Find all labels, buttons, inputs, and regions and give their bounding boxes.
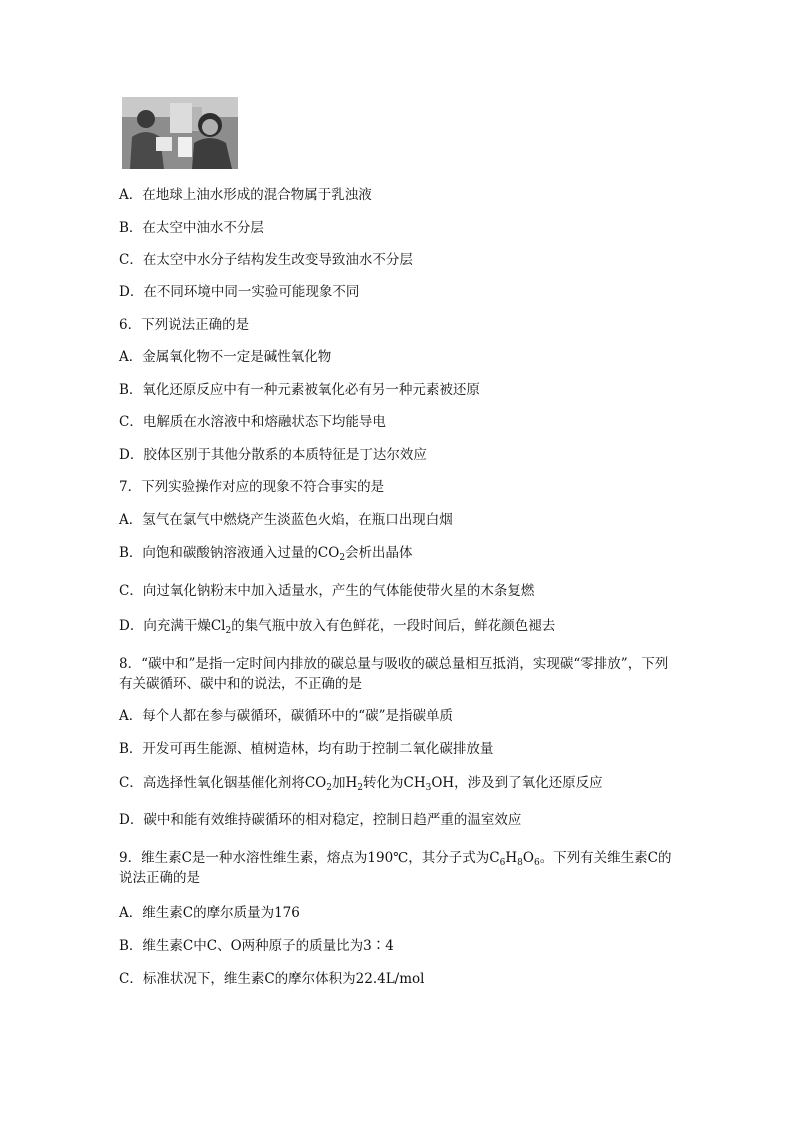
text-segment: 。下列有关维生素C的说法正确的是 — [119, 850, 672, 886]
text-segment: B．开发可再生能源、植树造林，均有助于控制二氧化碳排放量 — [119, 741, 494, 757]
line-5A — [119, 186, 372, 204]
subscript: 6 — [533, 858, 540, 868]
text-segment: D．向充满干燥Cl — [119, 618, 226, 634]
line-9A — [119, 904, 300, 922]
line-7B — [119, 544, 413, 562]
text-segment: 6．下列说法正确的是 — [119, 317, 250, 333]
text-segment: O — [522, 850, 534, 866]
line-6A — [119, 348, 331, 366]
text-segment: H — [505, 850, 518, 866]
line-8D — [119, 811, 521, 829]
line-9B — [119, 937, 394, 955]
line-7D — [119, 617, 555, 635]
text-segment: C．电解质在水溶液中和熔融状态下均能导电 — [119, 414, 386, 430]
text-segment: 加H — [331, 775, 358, 791]
text-segment: C．高选择性氧化铟基催化剂将CO — [119, 775, 327, 791]
subscript: 3 — [425, 783, 432, 793]
line-5C — [119, 251, 413, 269]
line-q9 — [119, 848, 679, 888]
text-segment: B．氧化还原反应中有一种元素被氧化必有另一种元素被还原 — [119, 382, 480, 398]
text-segment: C．标准状况下，维生素C的摩尔体积为22.4L/mol — [119, 971, 425, 987]
text-segment: B．向饱和碳酸钠溶液通入过量的CO — [119, 545, 340, 561]
subscript: 6 — [499, 858, 506, 868]
astronaut-photo — [122, 97, 238, 169]
line-6D — [119, 446, 427, 464]
subscript: 2 — [339, 553, 346, 563]
text-segment: C．在太空中水分子结构发生改变导致油水不分层 — [119, 252, 413, 268]
subscript: 8 — [517, 858, 523, 868]
line-6B — [119, 381, 480, 399]
subscript: 2 — [357, 783, 363, 793]
text-segment: 9．维生素C是一种水溶性维生素，熔点为190℃，其分子式为C — [119, 850, 500, 866]
line-7A — [119, 511, 453, 529]
line-6C — [119, 413, 386, 431]
text-segment: C．向过氧化钠粉末中加入适量水，产生的气体能使带火星的木条复燃 — [119, 583, 535, 599]
text-segment: A．金属氧化物不一定是碱性氧化物 — [119, 349, 332, 365]
line-9C — [119, 970, 424, 988]
subscript: 2 — [326, 783, 332, 793]
line-5D — [119, 283, 359, 301]
text-segment: D．胶体区别于其他分散系的本质特征是丁达尔效应 — [119, 447, 427, 463]
text-segment: B．在太空中油水不分层 — [119, 220, 264, 236]
text-segment: 转化为CH — [362, 775, 426, 791]
text-segment: OH，涉及到了氧化还原反应 — [431, 775, 603, 791]
text-segment: A．每个人都在参与碳循环，碳循环中的“碳”是指碳单质 — [119, 708, 454, 724]
text-segment: D．碳中和能有效维持碳循环的相对稳定，控制日趋严重的温室效应 — [119, 812, 522, 828]
line-8B — [119, 740, 493, 758]
text-segment: A．在地球上油水形成的混合物属于乳浊液 — [119, 187, 372, 203]
subscript: 2 — [225, 626, 232, 636]
text-segment: A．维生素C的摩尔质量为176 — [119, 905, 300, 921]
line-8A — [119, 707, 453, 725]
text-segment: 7．下列实验操作对应的现象不符合事实的是 — [119, 479, 385, 495]
line-q7 — [119, 478, 384, 496]
text-segment: 的集气瓶中放入有色鲜花，一段时间后，鲜花颜色褪去 — [231, 618, 556, 634]
text-segment: B．维生素C中C、O两种原子的质量比为3∶4 — [119, 938, 394, 954]
text-segment: 会析出晶体 — [345, 545, 413, 561]
line-q6 — [119, 316, 249, 334]
line-7C — [119, 582, 534, 600]
line-8C — [119, 774, 603, 792]
text-segment: A．氢气在氯气中燃烧产生淡蓝色火焰，在瓶口出现白烟 — [119, 512, 453, 528]
text-segment: 8．“碳中和”是指一定时间内排放的碳总量与吸收的碳总量相互抵消，实现碳“零排放”，下列有关碳循环、碳中和的说法，不正确的是 — [119, 656, 669, 692]
text-segment: D．在不同环境中同一实验可能现象不同 — [119, 284, 360, 300]
line-q8 — [119, 654, 679, 694]
line-5B — [119, 219, 264, 237]
